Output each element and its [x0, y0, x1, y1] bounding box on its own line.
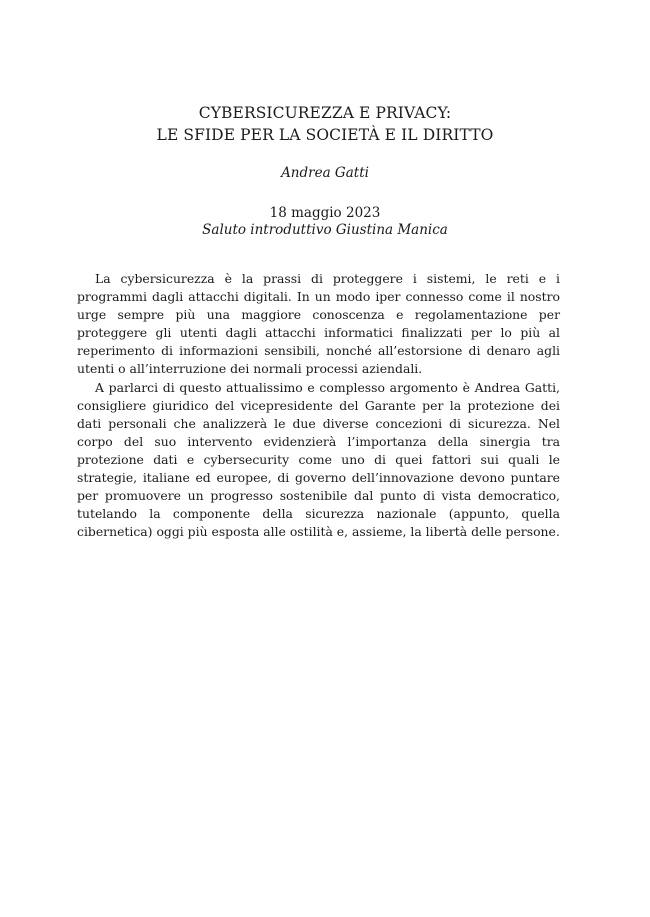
title-line-2: LE SFIDE PER LA SOCIETÀ E IL DIRITTO — [156, 126, 494, 144]
paragraph-2: A parlarci di questo attualissimo e complesso argomento è Andrea Gatti, consigliere giuridico del vicepresidente del Garante per la protezione dei dati personali che analizzerà le due diverse concezioni di sicurezza. Nel corpo del suo intervento evidenzierà l’importanza della sinergia tra protezione dati e cybersecurity come uno di quei fattori sui quali le strategie, italiane ed europee, di governo dell’innovazione devono puntare per promuovere un progresso sostenibile dal punto di vista democratico, tutelando la componente della sicurezza nazionale (appunto, quella cibernetica) oggi più esposta alle ostilità e, assieme, la libertà delle persone. — [77, 379, 560, 540]
body-text — [77, 270, 560, 541]
author-name: Andrea Gatti — [281, 165, 369, 181]
title-line-1: CYBERSICUREZZA E PRIVACY: — [198, 104, 452, 122]
paragraph-1: La cybersicurezza è la prassi di proteggere i sistemi, le reti e i programmi dagli attacchi digitali. In un modo iper connesso come il nostro urge sempre più una maggiore conoscenza e regolamentazione per proteggere gli utenti dagli attacchi informatici finalizzati per lo più al reperimento di informazioni sensibili, nonché all’estorsione di denaro agli utenti o all’interruzione dei normali processi aziendali. — [77, 271, 560, 377]
section-subtitle: Saluto introduttivo Giustina Manica — [202, 222, 448, 238]
document-title — [0, 102, 650, 146]
event-date: 18 maggio 2023 — [269, 205, 381, 221]
